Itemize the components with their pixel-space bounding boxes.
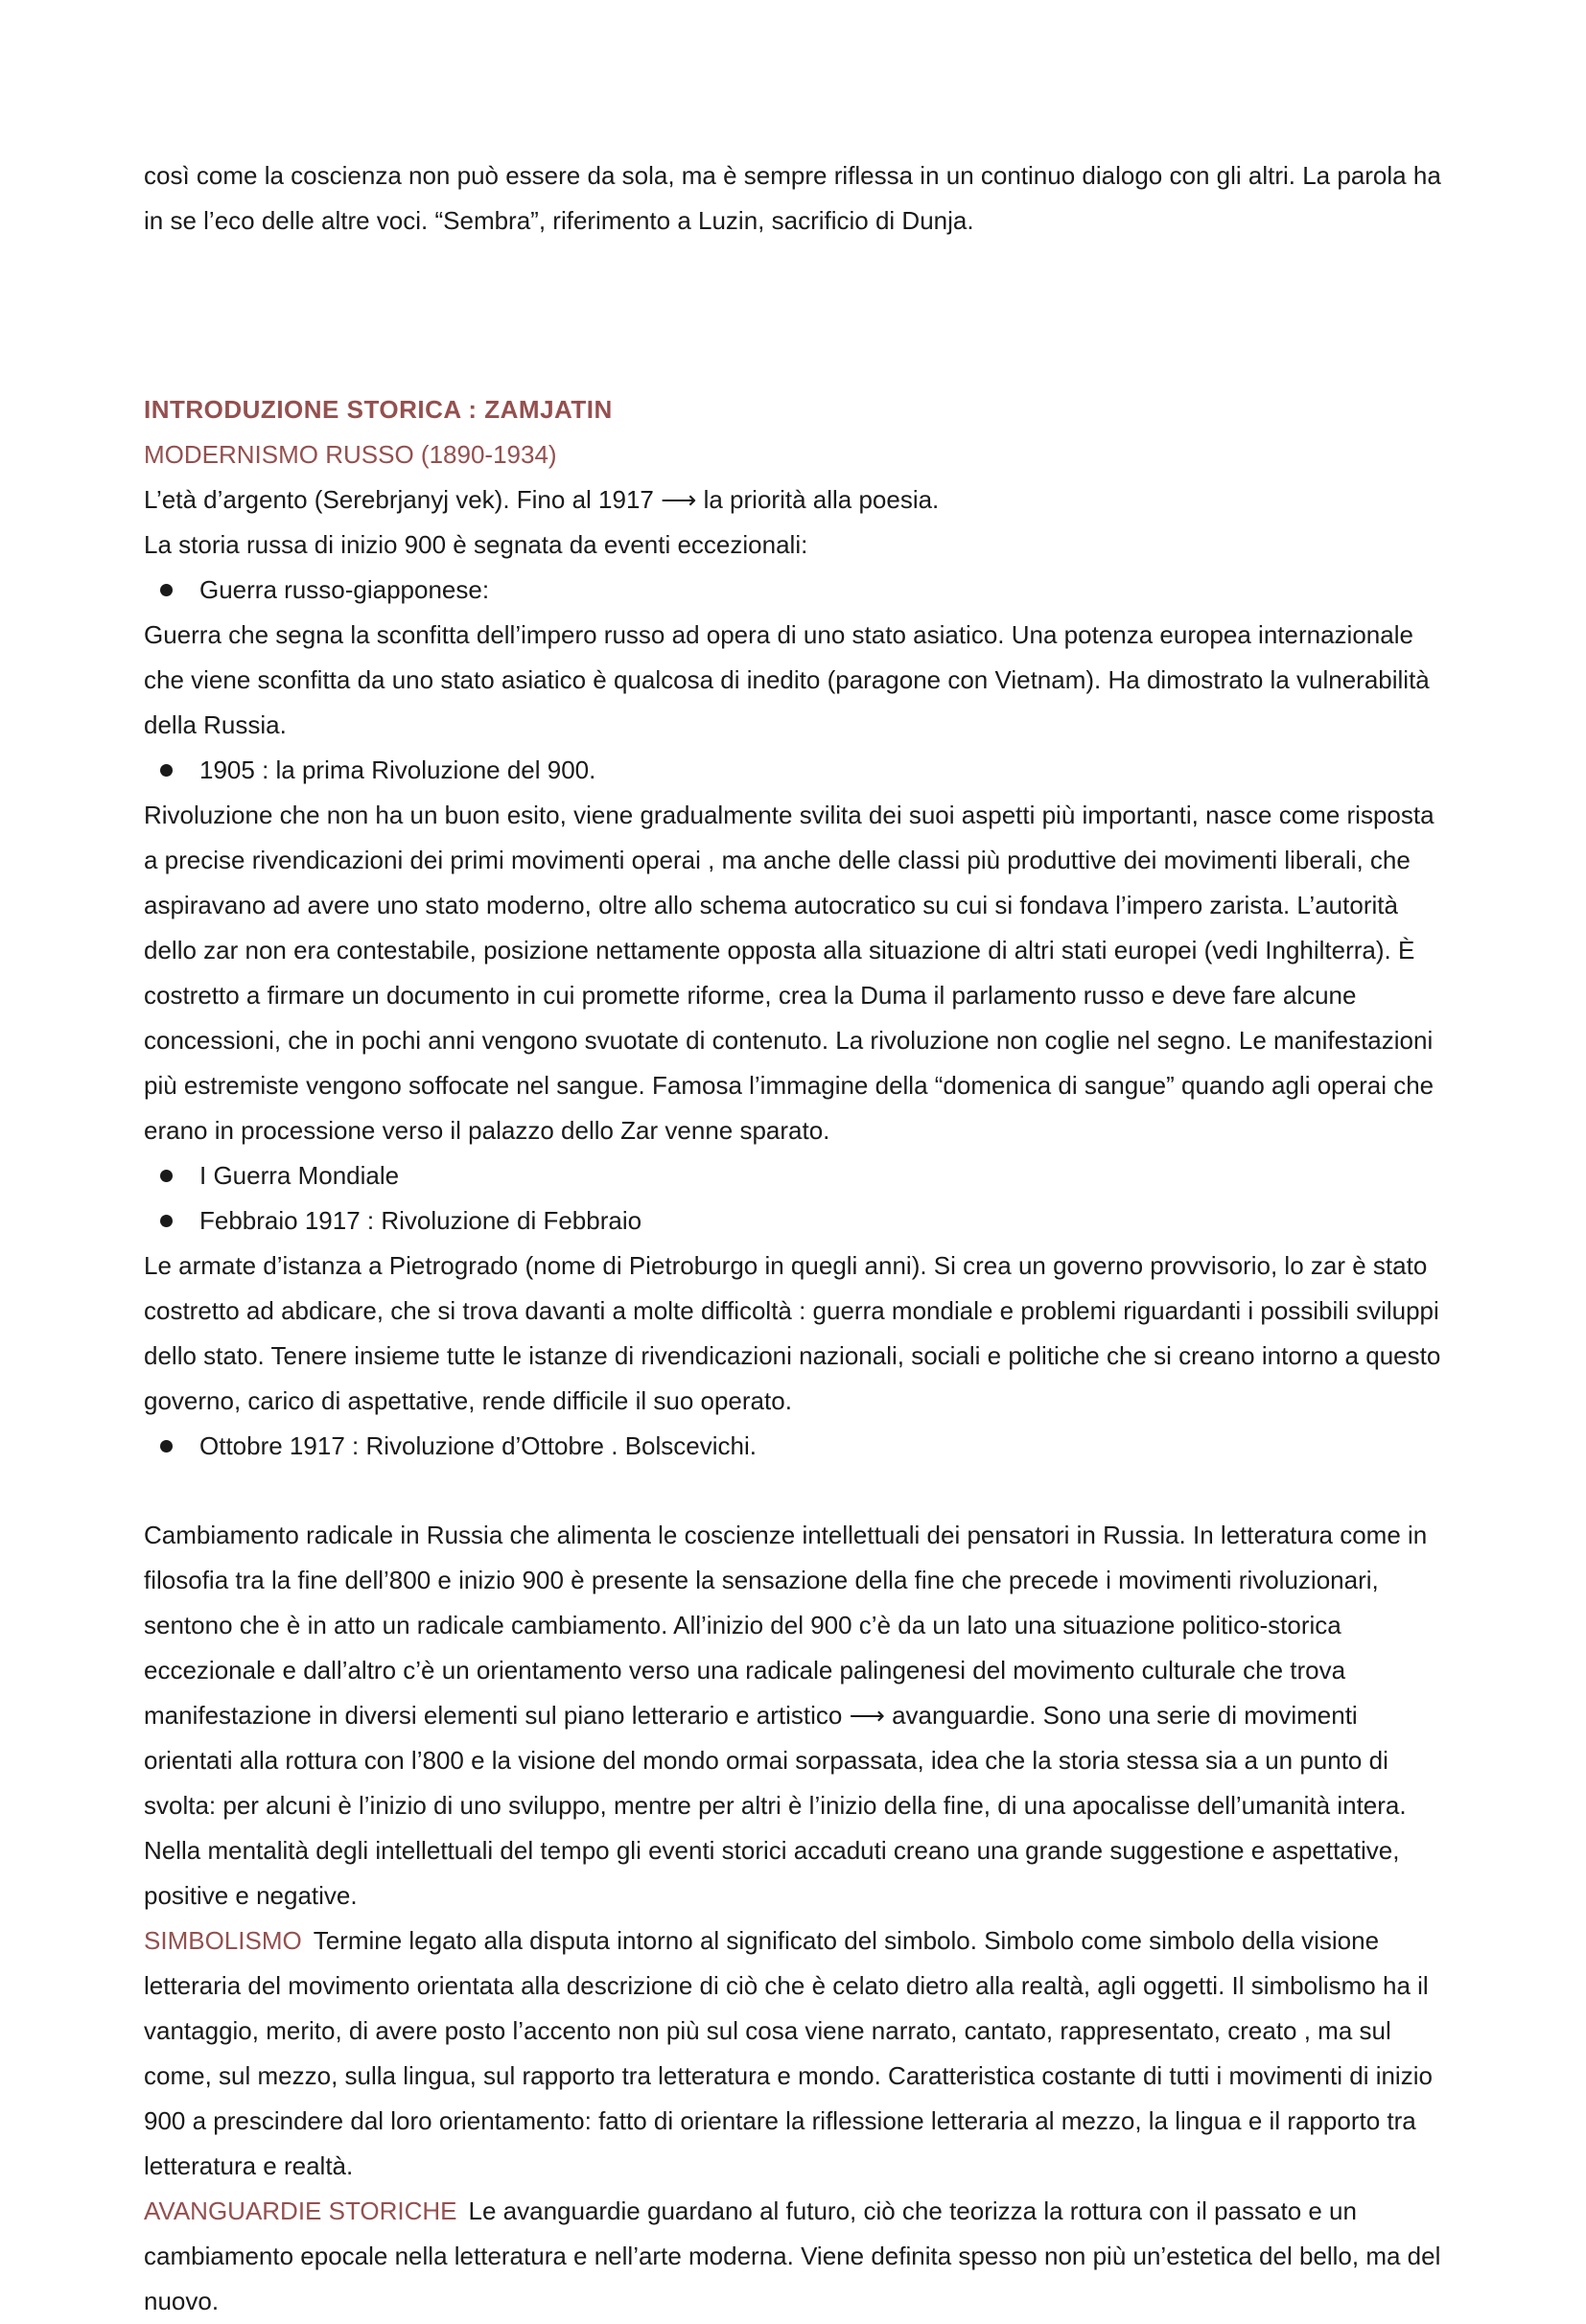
- document-page: [144, 153, 1448, 2324]
- bullet-item-russo-giapponese: Guerra russo-giapponese:: [144, 568, 1448, 613]
- avanguardie-heading: AVANGUARDIE STORICHE: [144, 2196, 457, 2225]
- spacer: [144, 244, 1448, 387]
- spacer: [144, 1469, 1448, 1513]
- section-line-2: La storia russa di inizio 900 è segnata da eventi eccezionali:: [144, 530, 808, 559]
- event-paragraph-1905: Rivoluzione che non ha un buon esito, viene gradualmente svilita dei suoi aspetti più importanti, nasce come risposta a precise rivendicazioni dei primi movimenti operai , ma anche delle classi più produttive dei movimenti liberali, che aspiravano ad avere uno stato moderno, oltre allo schema autocratico su cui si fondava l’impero zarista. L’autorità dello zar non era contestabile, posizione nettamente opposta alla situazione di altri stati europei (vedi Inghilterra). È costretto a firmare un documento in cui promette riforme, crea la Duma il parlamento russo e deve fare alcune concessioni, che in pochi anni vengono svuotate di contenuto. La rivoluzione non coglie nel segno. Le manifestazioni più estremiste vengono soffocate nel sangue. Famosa l’immagine della “domenica di sangue” quando agli operai che erano in processione verso il palazzo dello Zar venne sparato.: [144, 801, 1434, 1145]
- change-paragraph: Cambiamento radicale in Russia che alimenta le coscienze intellettuali dei pensatori in Russia. In letteratura come in filosofia tra la fine dell’800 e inizio 900 è presente la sensazione della fine che precede i movimenti rivoluzionari, sentono che è in atto un radicale cambiamento. All’inizio del 900 c’è da un lato una situazione politico-storica eccezionale e dall’altro c’è un orientamento verso una radicale palingenesi del movimento culturale che trova manifestazione in diversi elementi sul piano letterario e artistico ⟶ avanguardie. Sono una serie di movimenti orientati alla rottura con l’800 e la visione del mondo ormai sorpassata, idea che la storia stessa sia a un punto di svolta: per alcuni è l’inizio di uno sviluppo, mentre per altri è l’inizio della fine, di una apocalisse dell’umanità intera. Nella mentalità degli intellettuali del tempo gli eventi storici accaduti creano una grande suggestione e aspettative, positive e negative.: [144, 1521, 1428, 1910]
- bullet-item-febbraio-1917: Febbraio 1917 : Rivoluzione di Febbraio: [144, 1198, 1448, 1243]
- avanguardie-paragraph: [144, 2189, 1448, 2324]
- bullet-item-1905: 1905 : la prima Rivoluzione del 900.: [144, 748, 1448, 793]
- simbolismo-paragraph: [144, 1918, 1448, 2189]
- intro-paragraph: così come la coscienza non può essere da sola, ma è sempre riflessa in un continuo dialogo con gli altri. La parola ha in se l’eco delle altre voci. “Sembra”, riferimento a Luzin, sacrificio di Dunja.: [144, 161, 1441, 235]
- bullet-item-guerra-mondiale: I Guerra Mondiale: [144, 1153, 1448, 1198]
- simbolismo-text: Termine legato alla disputa intorno al significato del simbolo. Simbolo come simbolo della visione letteraria del movimento orientata alla descrizione di ciò che è celato dietro alla realtà, agli oggetti. Il simbolismo ha il vantaggio, merito, di avere posto l’accento non più sul cosa viene narrato, cantato, rappresentato, creato , ma sul come, sul mezzo, sulla lingua, sul rapporto tra letteratura e mondo. Caratteristica costante di tutti i movimenti di inizio 900 a prescindere dal loro orientamento: fatto di orientare la riflessione letteraria al mezzo, la lingua e il rapporto tra letteratura e realtà.: [144, 1926, 1433, 2180]
- bullet-item-ottobre-1917: Ottobre 1917 : Rivoluzione d’Ottobre . Bolscevichi.: [144, 1424, 1448, 1469]
- section-line-1: L’età d’argento (Serebrjanyj vek). Fino al 1917 ⟶ la priorità alla poesia.: [144, 485, 940, 514]
- avanguardie-text: Le avanguardie guardano al futuro, ciò che teorizza la rottura con il passato e un cambiamento epocale nella letteratura e nell’arte moderna. Viene definita spesso non più un’estetica del bello, ma del nuovo.: [144, 2196, 1441, 2315]
- event-paragraph-febbraio-1917: Le armate d’istanza a Pietrogrado (nome di Pietroburgo in quegli anni). Si crea un governo provvisorio, lo zar è stato costretto ad abdicare, che si trova davanti a molte difficoltà : guerra mondiale e problemi riguardanti i possibili sviluppi dello stato. Tenere insieme tutte le istanze di rivendicazioni nazionali, sociali e politiche che si creano intorno a questo governo, carico di aspettative, rende difficile il suo operato.: [144, 1251, 1441, 1415]
- simbolismo-heading: SIMBOLISMO: [144, 1926, 302, 1955]
- section-subtitle: MODERNISMO RUSSO (1890-1934): [144, 440, 557, 469]
- section-title: INTRODUZIONE STORICA : ZAMJATIN: [144, 395, 613, 424]
- event-paragraph-russo-giapponese: Guerra che segna la sconfitta dell’impero russo ad opera di uno stato asiatico. Una potenza europea internazionale che viene sconfitta da uno stato asiatico è qualcosa di inedito (paragone con Vietnam). Ha dimostrato la vulnerabilità della Russia.: [144, 620, 1430, 739]
